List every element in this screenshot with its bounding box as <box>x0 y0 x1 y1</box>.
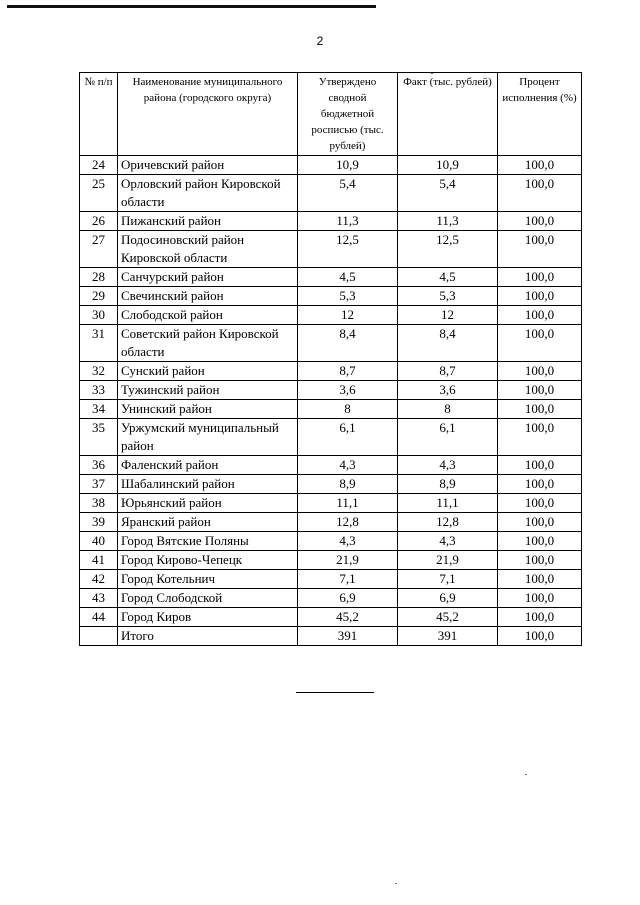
cell-percent: 100,0 <box>498 627 582 646</box>
cell-percent: 100,0 <box>498 419 582 456</box>
table-row <box>80 156 582 175</box>
table-row <box>80 551 582 570</box>
cell-fact: 10,9 <box>398 156 498 175</box>
cell-name: Город Кирово-Чепецк <box>118 551 298 570</box>
cell-percent: 100,0 <box>498 608 582 627</box>
cell-num: 39 <box>80 513 118 532</box>
cell-approved: 45,2 <box>298 608 398 627</box>
budget-execution-table <box>79 72 582 646</box>
cell-name: Город Слободской <box>118 589 298 608</box>
cell-percent: 100,0 <box>498 268 582 287</box>
cell-approved: 4,3 <box>298 456 398 475</box>
cell-num: 40 <box>80 532 118 551</box>
cell-name: Итого <box>118 627 298 646</box>
cell-num: 27 <box>80 231 118 268</box>
cell-fact: 8,4 <box>398 325 498 362</box>
table-row <box>80 570 582 589</box>
total-row <box>80 627 582 646</box>
table-row <box>80 306 582 325</box>
cell-fact: 7,1 <box>398 570 498 589</box>
cell-name: Подосиновский район Кировской области <box>118 231 298 268</box>
table-row <box>80 287 582 306</box>
cell-percent: 100,0 <box>498 156 582 175</box>
cell-approved: 8 <box>298 400 398 419</box>
cell-approved: 6,1 <box>298 419 398 456</box>
table-row <box>80 513 582 532</box>
cell-approved: 10,9 <box>298 156 398 175</box>
cell-num: 36 <box>80 456 118 475</box>
cell-fact: 5,3 <box>398 287 498 306</box>
cell-name: Город Киров <box>118 608 298 627</box>
cell-num: 38 <box>80 494 118 513</box>
cell-fact: 6,1 <box>398 419 498 456</box>
cell-approved: 391 <box>298 627 398 646</box>
cell-approved: 4,5 <box>298 268 398 287</box>
cell-approved: 5,4 <box>298 175 398 212</box>
cell-num: 43 <box>80 589 118 608</box>
cell-num: 42 <box>80 570 118 589</box>
cell-fact: 391 <box>398 627 498 646</box>
table-row <box>80 175 582 212</box>
table-row <box>80 532 582 551</box>
cell-approved: 11,3 <box>298 212 398 231</box>
header-percent: Процент исполнения (%) <box>498 73 582 156</box>
cell-percent: 100,0 <box>498 589 582 608</box>
table-header-row <box>80 73 582 156</box>
cell-name: Уржумский муниципальный район <box>118 419 298 456</box>
table-body <box>80 156 582 646</box>
cell-fact: 45,2 <box>398 608 498 627</box>
cell-fact: 12,8 <box>398 513 498 532</box>
table-row <box>80 400 582 419</box>
cell-fact: 5,4 <box>398 175 498 212</box>
cell-approved: 8,9 <box>298 475 398 494</box>
table-row <box>80 268 582 287</box>
table-row <box>80 362 582 381</box>
cell-name: Пижанский район <box>118 212 298 231</box>
cell-name: Унинский район <box>118 400 298 419</box>
cell-percent: 100,0 <box>498 381 582 400</box>
table-row <box>80 381 582 400</box>
cell-num: 35 <box>80 419 118 456</box>
table-row <box>80 231 582 268</box>
table-row <box>80 494 582 513</box>
top-rule <box>7 5 376 8</box>
cell-name: Юрьянский район <box>118 494 298 513</box>
cell-percent: 100,0 <box>498 287 582 306</box>
cell-percent: 100,0 <box>498 306 582 325</box>
cell-fact: 8,9 <box>398 475 498 494</box>
cell-num: 31 <box>80 325 118 362</box>
header-name: Наименование муниципального района (городского округа) <box>118 73 298 156</box>
cell-percent: 100,0 <box>498 400 582 419</box>
cell-fact: 21,9 <box>398 551 498 570</box>
cell-name: Яранский район <box>118 513 298 532</box>
cell-num: 34 <box>80 400 118 419</box>
cell-num: 37 <box>80 475 118 494</box>
cell-percent: 100,0 <box>498 456 582 475</box>
cell-percent: 100,0 <box>498 212 582 231</box>
cell-approved: 6,9 <box>298 589 398 608</box>
cell-approved: 12 <box>298 306 398 325</box>
cell-num: 29 <box>80 287 118 306</box>
cell-fact: 4,5 <box>398 268 498 287</box>
cell-name: Город Котельнич <box>118 570 298 589</box>
scan-speck <box>431 73 433 74</box>
cell-percent: 100,0 <box>498 494 582 513</box>
cell-name: Тужинский район <box>118 381 298 400</box>
cell-fact: 11,1 <box>398 494 498 513</box>
cell-fact: 8 <box>398 400 498 419</box>
cell-name: Слободской район <box>118 306 298 325</box>
cell-name: Сунский район <box>118 362 298 381</box>
cell-approved: 5,3 <box>298 287 398 306</box>
cell-fact: 12,5 <box>398 231 498 268</box>
page-number: 2 <box>316 34 324 48</box>
cell-name: Фаленский район <box>118 456 298 475</box>
table-row <box>80 589 582 608</box>
cell-name: Свечинский район <box>118 287 298 306</box>
cell-percent: 100,0 <box>498 570 582 589</box>
cell-fact: 4,3 <box>398 456 498 475</box>
table-row <box>80 325 582 362</box>
table-row <box>80 212 582 231</box>
cell-approved: 3,6 <box>298 381 398 400</box>
cell-name: Советский район Кировской области <box>118 325 298 362</box>
cell-percent: 100,0 <box>498 532 582 551</box>
cell-num: 30 <box>80 306 118 325</box>
cell-approved: 12,8 <box>298 513 398 532</box>
cell-percent: 100,0 <box>498 175 582 212</box>
cell-num <box>80 627 118 646</box>
table-row <box>80 456 582 475</box>
cell-num: 24 <box>80 156 118 175</box>
cell-num: 41 <box>80 551 118 570</box>
cell-approved: 21,9 <box>298 551 398 570</box>
cell-approved: 8,7 <box>298 362 398 381</box>
cell-fact: 8,7 <box>398 362 498 381</box>
cell-approved: 4,3 <box>298 532 398 551</box>
cell-num: 26 <box>80 212 118 231</box>
table-row <box>80 608 582 627</box>
cell-percent: 100,0 <box>498 325 582 362</box>
cell-percent: 100,0 <box>498 551 582 570</box>
scan-speck <box>395 883 397 884</box>
cell-fact: 3,6 <box>398 381 498 400</box>
cell-fact: 4,3 <box>398 532 498 551</box>
header-num: № п/п <box>80 73 118 156</box>
cell-approved: 12,5 <box>298 231 398 268</box>
cell-name: Орловский район Кировской области <box>118 175 298 212</box>
cell-percent: 100,0 <box>498 475 582 494</box>
cell-fact: 6,9 <box>398 589 498 608</box>
cell-name: Оричевский район <box>118 156 298 175</box>
cell-num: 33 <box>80 381 118 400</box>
cell-percent: 100,0 <box>498 231 582 268</box>
cell-percent: 100,0 <box>498 362 582 381</box>
cell-percent: 100,0 <box>498 513 582 532</box>
header-fact: Факт (тыс. рублей) <box>398 73 498 156</box>
cell-num: 28 <box>80 268 118 287</box>
cell-fact: 12 <box>398 306 498 325</box>
cell-name: Шабалинский район <box>118 475 298 494</box>
cell-name: Санчурский район <box>118 268 298 287</box>
table-row <box>80 419 582 456</box>
cell-approved: 11,1 <box>298 494 398 513</box>
cell-approved: 7,1 <box>298 570 398 589</box>
bottom-rule <box>296 692 374 693</box>
cell-num: 32 <box>80 362 118 381</box>
scan-speck <box>525 774 527 775</box>
header-approved: Утверждено сводной бюджетной росписью (тыс. рублей) <box>298 73 398 156</box>
table-row <box>80 475 582 494</box>
cell-name: Город Вятские Поляны <box>118 532 298 551</box>
cell-num: 44 <box>80 608 118 627</box>
cell-approved: 8,4 <box>298 325 398 362</box>
cell-fact: 11,3 <box>398 212 498 231</box>
cell-num: 25 <box>80 175 118 212</box>
